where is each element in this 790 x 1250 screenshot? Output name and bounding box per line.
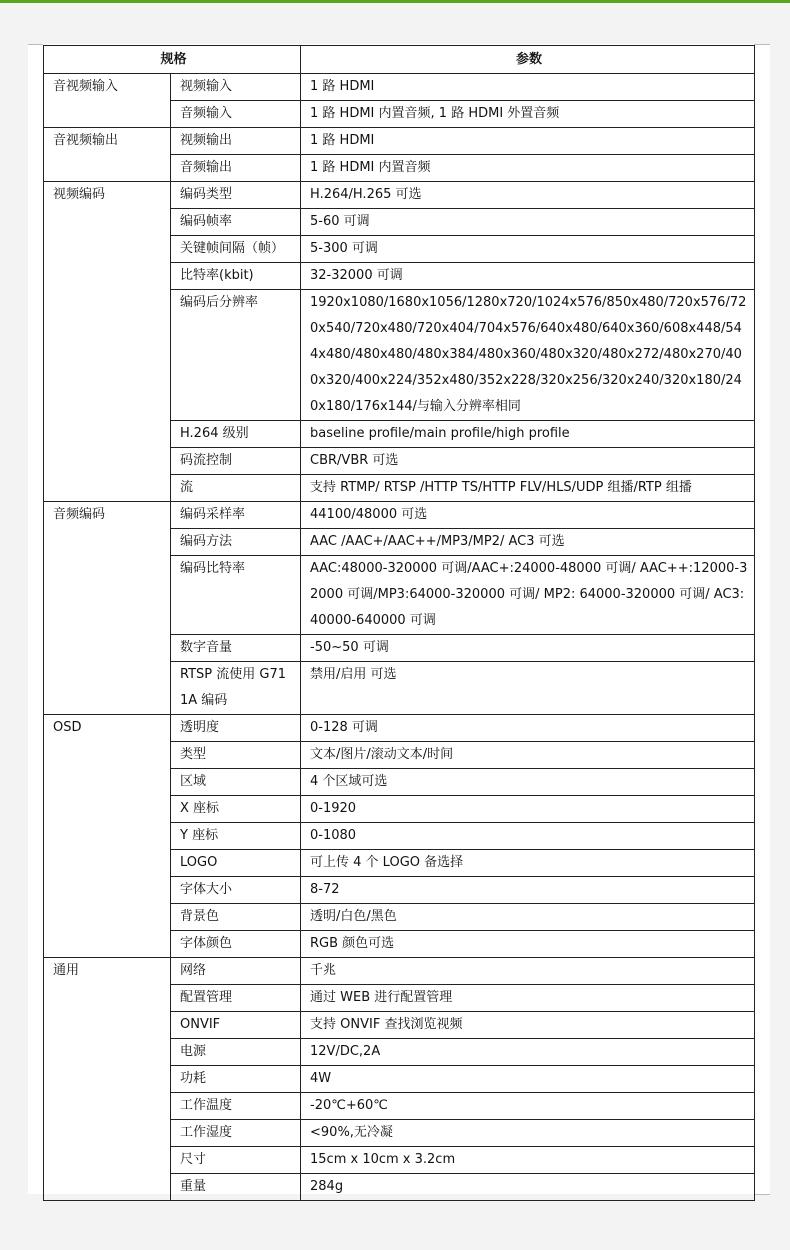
spec-name-cell: X 座标: [171, 796, 301, 823]
spec-value-cell: 1920x1080/1680x1056/1280x720/1024x576/850x480/720x576/720x540/720x480/720x404/704x576/640x480/640x360/608x448/544x480/480x480/480x384/480x360/480x320/480x272/480x270/400x320/400x224/352x480/352x228/320x256/320x240/320x180/240x180/176x144/与输入分辨率相同: [301, 290, 755, 421]
spec-value-cell: 5-300 可调: [301, 236, 755, 263]
table-row: [44, 74, 755, 101]
spec-value-cell: 0-128 可调: [301, 715, 755, 742]
table-row: [44, 958, 755, 985]
spec-name-cell: 视频输入: [171, 74, 301, 101]
crop-mark: [28, 44, 43, 45]
spec-value-cell: 44100/48000 可选: [301, 502, 755, 529]
spec-value-cell: 8-72: [301, 877, 755, 904]
spec-name-cell: 编码比特率: [171, 556, 301, 635]
spec-name-cell: 编码采样率: [171, 502, 301, 529]
spec-name-cell: 视频输出: [171, 128, 301, 155]
spec-name-cell: 网络: [171, 958, 301, 985]
crop-mark: [754, 44, 770, 45]
category-cell: 音视频输入: [44, 74, 171, 128]
spec-value-cell: -20℃+60℃: [301, 1093, 755, 1120]
spec-name-cell: 区域: [171, 769, 301, 796]
spec-value-cell: baseline profile/main profile/high profile: [301, 421, 755, 448]
spec-value-cell: 15cm x 10cm x 3.2cm: [301, 1147, 755, 1174]
spec-value-cell: CBR/VBR 可选: [301, 448, 755, 475]
spec-name-cell: 配置管理: [171, 985, 301, 1012]
spec-value-cell: 透明/白色/黑色: [301, 904, 755, 931]
spec-name-cell: 数字音量: [171, 635, 301, 662]
spec-table: [43, 45, 755, 1201]
category-cell: 视频编码: [44, 182, 171, 502]
spec-name-cell: 流: [171, 475, 301, 502]
spec-value-cell: RGB 颜色可选: [301, 931, 755, 958]
spec-value-cell: AAC /AAC+/AAC++/MP3/MP2/ AC3 可选: [301, 529, 755, 556]
spec-value-cell: 284g: [301, 1174, 755, 1201]
spec-name-cell: 音频输入: [171, 101, 301, 128]
spec-name-cell: 类型: [171, 742, 301, 769]
category-cell: OSD: [44, 715, 171, 958]
spec-value-cell: 禁用/启用 可选: [301, 662, 755, 715]
spec-name-cell: 重量: [171, 1174, 301, 1201]
spec-value-cell: 支持 ONVIF 查找浏览视频: [301, 1012, 755, 1039]
spec-value-cell: 0-1920: [301, 796, 755, 823]
spec-value-cell: 文本/图片/滚动文本/时间: [301, 742, 755, 769]
spec-name-cell: 码流控制: [171, 448, 301, 475]
spec-name-cell: 音频输出: [171, 155, 301, 182]
header-spec: 规格: [44, 46, 301, 74]
spec-value-cell: 5-60 可调: [301, 209, 755, 236]
spec-name-cell: 关键帧间隔（帧）: [171, 236, 301, 263]
spec-name-cell: H.264 级别: [171, 421, 301, 448]
spec-value-cell: 千兆: [301, 958, 755, 985]
table-header-row: [44, 46, 755, 74]
spec-value-cell: -50~50 可调: [301, 635, 755, 662]
spec-value-cell: 1 路 HDMI 内置音频: [301, 155, 755, 182]
spec-value-cell: 32-32000 可调: [301, 263, 755, 290]
header-param: 参数: [301, 46, 755, 74]
spec-name-cell: 编码后分辨率: [171, 290, 301, 421]
spec-value-cell: H.264/H.265 可选: [301, 182, 755, 209]
spec-value-cell: 4 个区域可选: [301, 769, 755, 796]
spec-value-cell: 1 路 HDMI 内置音频, 1 路 HDMI 外置音频: [301, 101, 755, 128]
table-row: [44, 128, 755, 155]
spec-name-cell: 比特率(kbit): [171, 263, 301, 290]
spec-value-cell: 12V/DC,2A: [301, 1039, 755, 1066]
table-row: [44, 182, 755, 209]
spec-value-cell: 可上传 4 个 LOGO 备选择: [301, 850, 755, 877]
spec-name-cell: LOGO: [171, 850, 301, 877]
crop-mark: [754, 1194, 770, 1195]
spec-name-cell: 功耗: [171, 1066, 301, 1093]
spec-value-cell: 0-1080: [301, 823, 755, 850]
spec-name-cell: 编码类型: [171, 182, 301, 209]
spec-value-cell: 1 路 HDMI: [301, 74, 755, 101]
table-body: [44, 74, 755, 1201]
spec-name-cell: ONVIF: [171, 1012, 301, 1039]
table-row: [44, 502, 755, 529]
spec-value-cell: 支持 RTMP/ RTSP /HTTP TS/HTTP FLV/HLS/UDP 组播/RTP 组播: [301, 475, 755, 502]
spec-name-cell: 工作湿度: [171, 1120, 301, 1147]
spec-name-cell: 编码方法: [171, 529, 301, 556]
spec-name-cell: 透明度: [171, 715, 301, 742]
spec-value-cell: 1 路 HDMI: [301, 128, 755, 155]
table-row: [44, 715, 755, 742]
category-cell: 通用: [44, 958, 171, 1201]
spec-name-cell: 编码帧率: [171, 209, 301, 236]
spec-name-cell: 字体颜色: [171, 931, 301, 958]
spec-name-cell: Y 座标: [171, 823, 301, 850]
spec-value-cell: AAC:48000-320000 可调/AAC+:24000-48000 可调/ AAC++:12000-32000 可调/MP3:64000-320000 可调/ MP2: 64000-320000 可调/ AC3:40000-640000 可调: [301, 556, 755, 635]
top-accent-bar: [0, 0, 790, 3]
spec-name-cell: 电源: [171, 1039, 301, 1066]
spec-name-cell: 尺寸: [171, 1147, 301, 1174]
spec-name-cell: 工作温度: [171, 1093, 301, 1120]
spec-value-cell: 4W: [301, 1066, 755, 1093]
category-cell: 音视频输出: [44, 128, 171, 182]
spec-name-cell: RTSP 流使用 G711A 编码: [171, 662, 301, 715]
spec-value-cell: <90%,无冷凝: [301, 1120, 755, 1147]
spec-name-cell: 背景色: [171, 904, 301, 931]
category-cell: 音频编码: [44, 502, 171, 715]
spec-name-cell: 字体大小: [171, 877, 301, 904]
spec-value-cell: 通过 WEB 进行配置管理: [301, 985, 755, 1012]
